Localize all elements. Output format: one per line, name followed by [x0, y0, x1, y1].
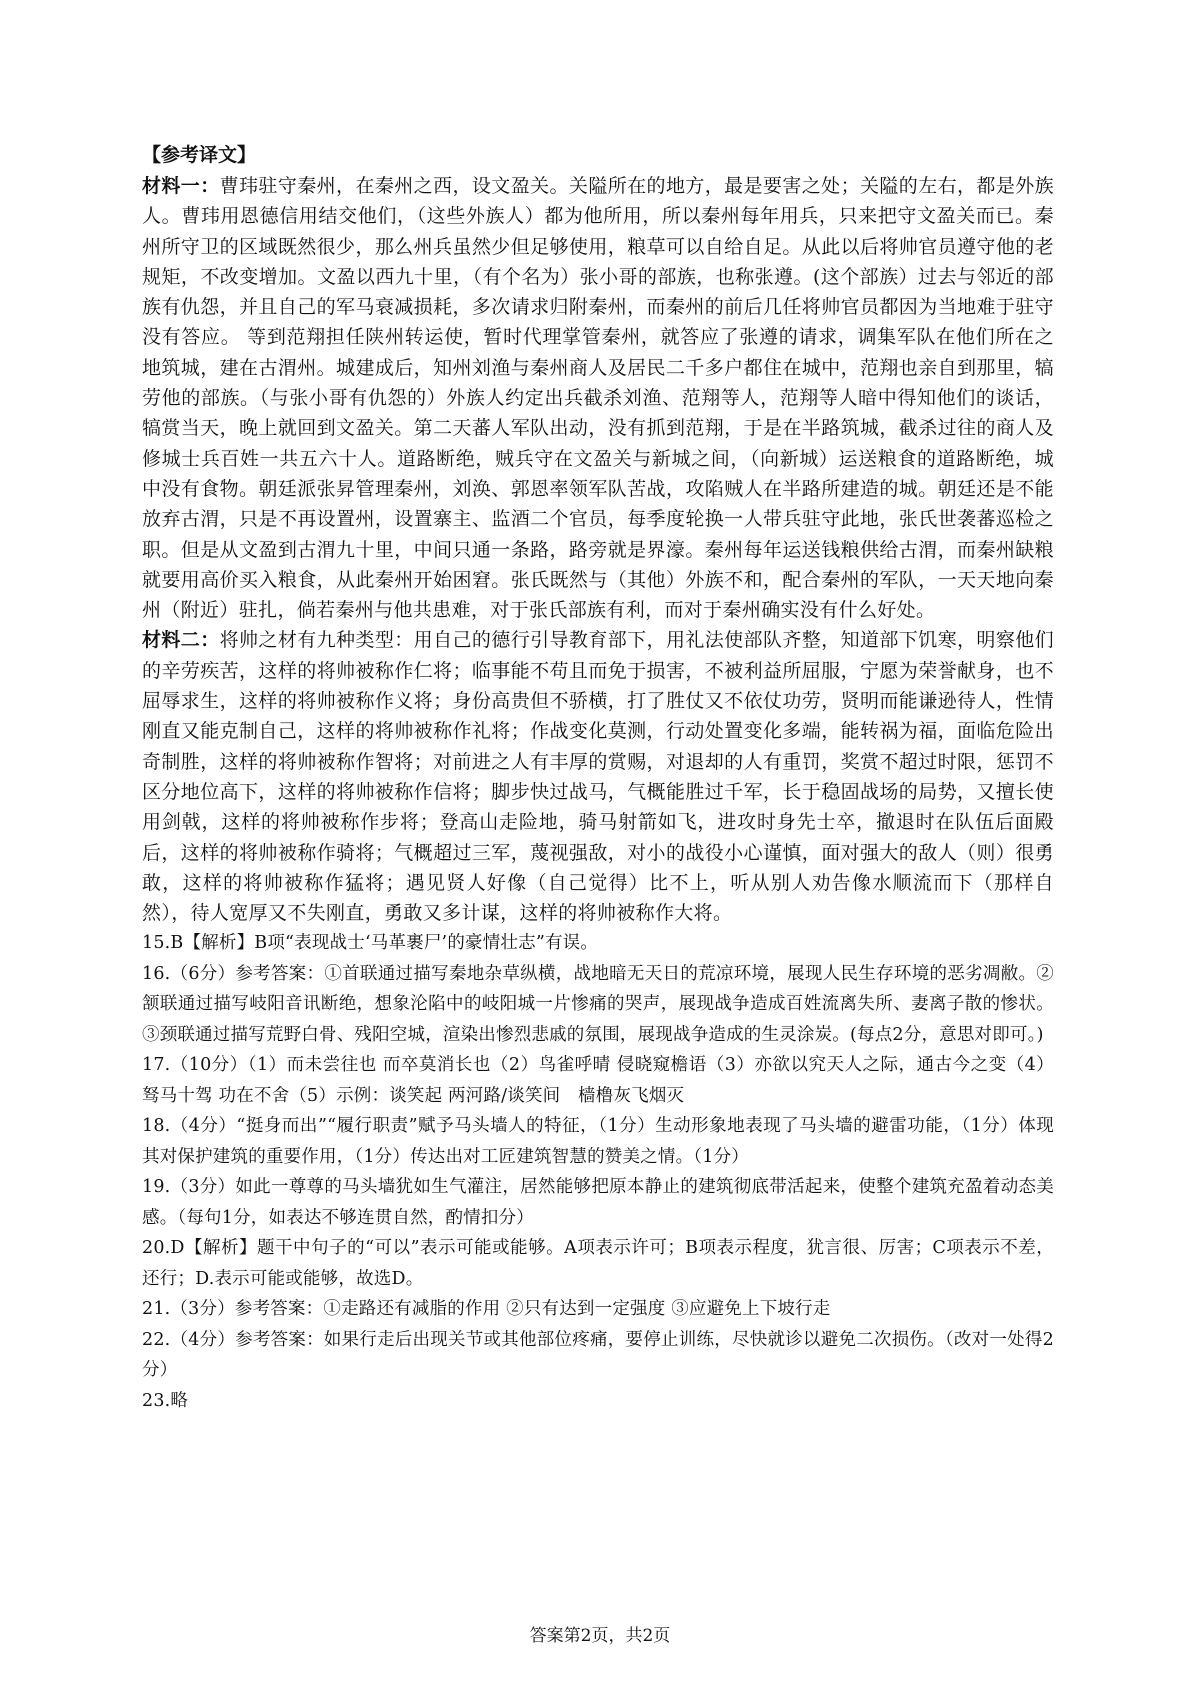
answer-page	[142, 140, 1054, 1610]
answer-23: 23.略	[142, 1390, 189, 1411]
material-one-label: 材料一：	[142, 175, 220, 197]
material-two-label: 材料二：	[142, 629, 220, 652]
answer-15: 15.B【解析】B项“表现战士‘马革裹尸’的豪情壮志”有误。	[142, 933, 599, 954]
material-one-paragraph	[142, 171, 1054, 625]
material-two-text: 将帅之材有九种类型：用自己的德行引导教育部下，用礼法使部队齐整，知道部下饥寒，明察他们的辛劳疾苦，这样的将帅被称作仁将；临事能不苟且而免于损害，不被利益所屈服，宁愿为荣誉献身，也不屈辱求生，这样的将帅被称作义将；身份高贵但不骄横，打了胜仗又不依仗功劳，贤明而能谦逊待人，性情刚直又能克制自己，这样的将帅被称作礼将；作战变化莫测，行动处置变化多端，能转祸为福，面临危险出奇制胜，这样的将帅被称作智将；对前进之人有丰厚的赏赐，对退却的人有重罚，奖赏不超过时限，惩罚不区分地位高下，这样的将帅被称作信将；脚步快过战马，气概能胜过千军，长于稳固战场的局势，又擅长使用剑戟，这样的将帅被称作步将；登高山走险地，骑马射箭如飞，进攻时身先士卒，撤退时在队伍后面殿后，这样的将帅被称作骑将；气概超过三军，蔑视强敌，对小的战役小心谨慎，面对强大的敌人（则）很勇敢，这样的将帅被称作猛将；遇见贤人好像（自己觉得）比不上，听从别人劝告像水顺流而下（那样自然），待人宽厚又不失刚直，勇敢又多计谋，这样的将帅被称作大将。	[142, 629, 1054, 925]
material-one-text: 曹玮驻守秦州，在秦州之西，设文盈关。关隘所在的地方，最是要害之处；关隘的左右，都是外族人。曹玮用恩德信用结交他们，（这些外族人）都为他所用，所以秦州每年用兵，只来把守文盈关而已。秦州所守卫的区域既然很少，那么州兵虽然少但足够使用，粮草可以自给自足。从此以后将帅官员遵守他的老规矩，不改变增加。文盈以西九十里，（有个名为）张小哥的部族，也称张遵。(这个部族）过去与邻近的部族有仇怨，并且自己的军马衰减损耗，多次请求归附秦州，而秦州的前后几任将帅官员都因为当地难于驻守没有答应。 等到范翔担任陕州转运使，暂时代理掌管秦州，就答应了张遵的请求，调集军队在他们所在之地筑城，建在古渭州。城建成后，知州刘渔与秦州商人及居民二千多户都住在城中，范翔也亲自到那里，犒劳他的部族。（与张小哥有仇怨的）外族人约定出兵截杀刘渔、范翔等人，范翔等人暗中得知他们的谈话，犒赏当天，晚上就回到文盈关。第二天蕃人军队出动，没有抓到范翔，于是在半路筑城，截杀过往的商人及修城士兵百姓一共五六十人。道路断绝，贼兵守在文盈关与新城之间，（向新城）运送粮食的道路断绝，城中没有食物。朝廷派张昇管理秦州，刘涣、郭恩率领军队苦战，攻陷贼人在半路所建造的城。朝廷还是不能放弃古渭，只是不再设置州，设置寨主、监酒二个官员，每季度轮换一人带兵驻守此地，张氏世袭蕃巡检之职。但是从文盈到古渭九十里，中间只通一条路，路旁就是界濠。秦州每年运送钱粮供给古渭，而秦州缺粮就要用高价买入粮食，从此秦州开始困窘。张氏既然与（其他）外族不和，配合秦州的军队，一天天地向秦州（附近）驻扎，倘若秦州与他共患难，对于张氏部族有利，而对于秦州确实没有什么好处。	[142, 175, 1054, 622]
answer-17: 17.（10分）（1）而未尝往也 而卒莫消长也（2）鸟雀呼晴 侵晓窥檐语（3）亦欲以究天人之际，通古今之变（4）驽马十驾 功在不舍（5）示例：谈笑起 两河路/谈笑间 樯橹灰飞烟灭	[142, 1055, 1054, 1106]
answer-20: 20.D【解析】题干中句子的“可以”表示可能或能够。A项表示许可；B项表示程度，犹言很、厉害；C项表示不差，还行；D.表示可能或能够，故选D。	[142, 1238, 1054, 1289]
answer-21: 21.（3分）参考答案：①走路还有减脂的作用 ②只有达到一定强度 ③应避免上下坡行走	[142, 1299, 831, 1320]
translation-heading: 【参考译文】	[142, 144, 257, 166]
answer-22: 22.（4分）参考答案：如果行走后出现关节或其他部位疼痛，要停止训练，尽快就诊以避免二次损伤。（改对一处得2分）	[142, 1329, 1054, 1381]
page-footer: 答案第2页，共2页	[529, 1626, 671, 1646]
answer-18: 18.（4分）“挺身而出”“履行职责”赋予马头墙人的特征，（1分）生动形象地表现了马头墙的避雷功能，（1分）体现其对保护建筑的重要作用，（1分）传达出对工匠建筑智慧的赞美之情。（1分）	[142, 1116, 1054, 1167]
answer-16: 16.（6分）参考答案：①首联通过描写秦地杂草纵横，战地暗无天日的荒凉环境，展现人民生存环境的恶劣凋敝。②颔联通过描写岐阳音讯断绝，想象沦陷中的岐阳城一片惨痛的哭声，展现战争造成百姓流离失所、妻离子散的惨状。③颈联通过描写荒野白骨、残阳空城，渲染出惨烈悲戚的氛围，展现战争造成的生灵涂炭。(每点2分，意思对即可。)	[142, 963, 1054, 1045]
answer-19: 19.（3分）如此一尊尊的马头墙犹如生气灌注，居然能够把原本静止的建筑彻底带活起来，使整个建筑充盈着动态美感。（每句1分，如表达不够连贯自然，酌情扣分）	[142, 1177, 1054, 1228]
material-two-paragraph	[142, 625, 1054, 928]
